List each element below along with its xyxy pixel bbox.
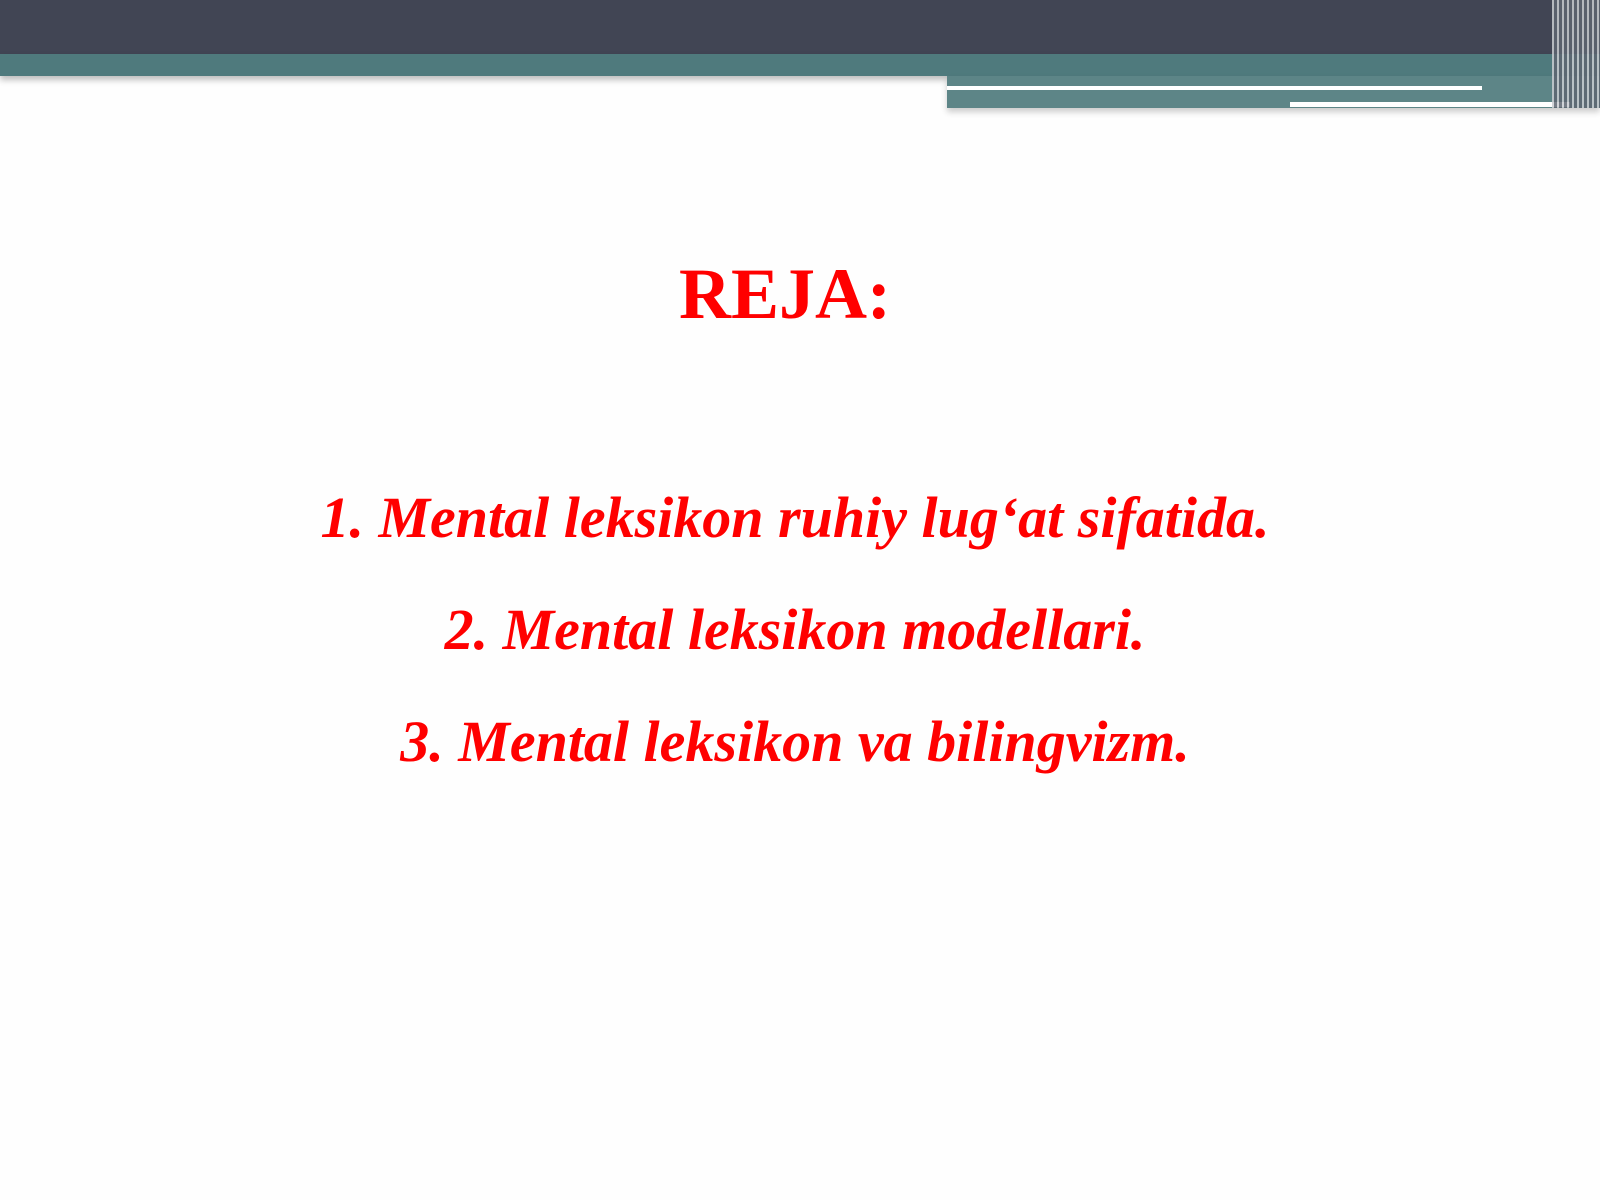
header-bar-teal [0,54,1600,76]
header-stripes [1552,0,1600,108]
agenda-item-1: 1. Mental leksikon ruhiy lug‘at sifatida. [320,485,1270,550]
agenda-item-3: 3. Mental leksikon va bilingvizm. [400,709,1190,774]
header-accent-line [947,86,1482,90]
header-accent-line-short [1290,102,1570,107]
slide-title: REJA: [679,254,891,334]
agenda-item-2: 2. Mental leksikon modellari. [444,597,1146,662]
header-bar-dark [0,0,1600,54]
agenda-list [0,462,1590,798]
